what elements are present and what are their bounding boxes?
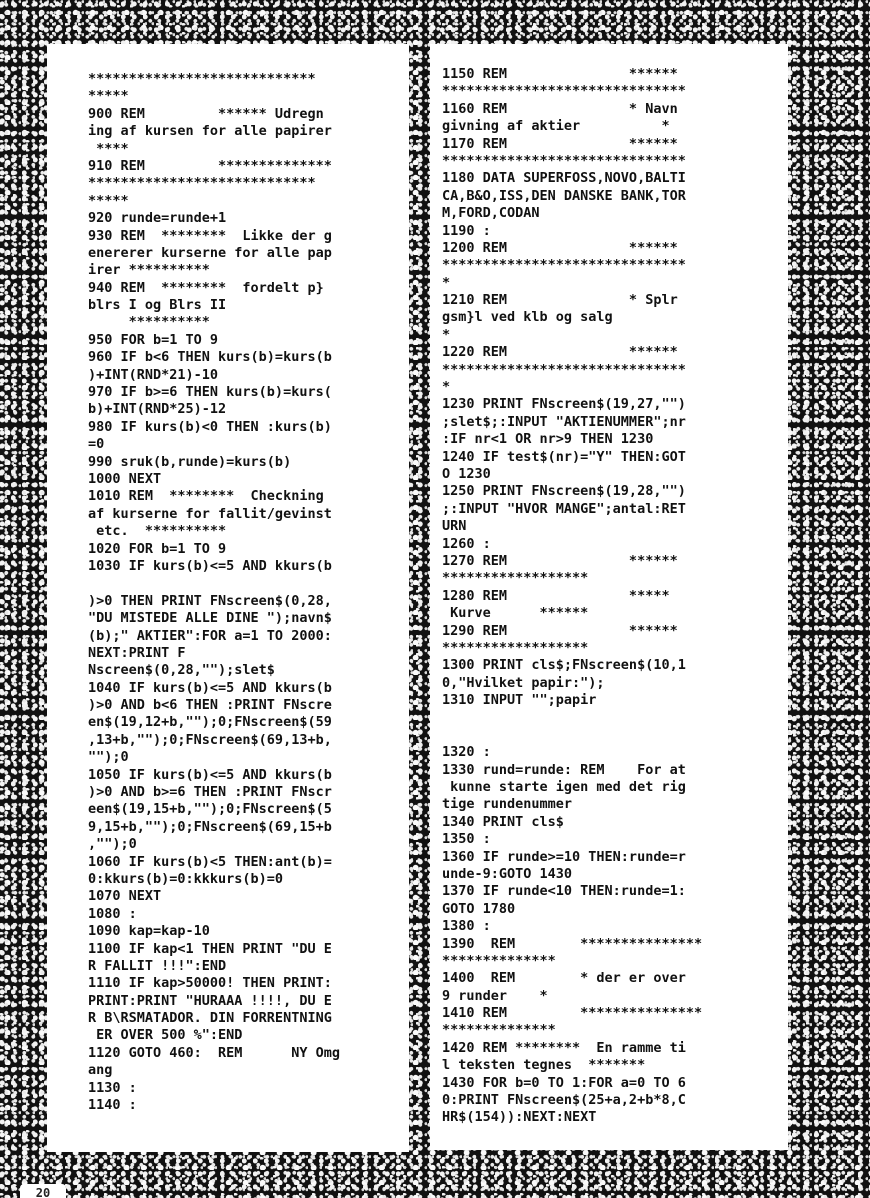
- code-line: ******************************: [442, 361, 686, 378]
- code-line: 950 FOR b=1 TO 9: [88, 331, 219, 348]
- page-number: 20: [20, 1184, 66, 1198]
- code-line: ******************: [442, 570, 589, 587]
- listing-column-right: [430, 44, 788, 1150]
- code-line: 920 runde=runde+1: [88, 210, 227, 227]
- code-line: 1360 IF runde>=10 THEN:runde=r: [442, 848, 686, 865]
- code-line: enererer kurserne for alle pap: [88, 244, 332, 261]
- code-line: ******************: [442, 639, 589, 656]
- code-line: ****************************: [88, 175, 316, 192]
- code-line: 910 REM **************: [88, 157, 332, 174]
- code-line: gsm}l ved klb og salg: [442, 309, 613, 326]
- code-line: 1160 REM * Navn: [442, 100, 678, 117]
- code-line: 1430 FOR b=0 TO 1:FOR a=0 TO 6: [442, 1074, 686, 1091]
- code-line: l teksten tegnes *******: [442, 1057, 646, 1074]
- code-line: een$(19,15+b,"");0;FNscreen$(5: [88, 801, 332, 818]
- code-line: 1050 IF kurs(b)<=5 AND kkurs(b: [88, 766, 332, 783]
- code-line: 1270 REM ******: [442, 552, 678, 569]
- code-line: givning af aktier *: [442, 118, 670, 135]
- code-line: 1030 IF kurs(b)<=5 AND kkurs(b: [88, 557, 332, 574]
- code-line: 1230 PRINT FNscreen$(19,27,""): [442, 396, 686, 413]
- code-line: 1220 REM ******: [442, 344, 678, 361]
- code-line: R B\RSMATADOR. DIN FORRENTNING: [88, 1010, 332, 1027]
- code-line: GOTO 1780: [442, 900, 516, 917]
- code-line: )>0 THEN PRINT FNscreen$(0,28,: [88, 592, 332, 609]
- code-line: ****************************: [88, 71, 316, 87]
- code-line: 0:kkurs(b)=0:kkkurs(b)=0: [88, 870, 284, 887]
- code-line: 1280 REM *****: [442, 587, 670, 604]
- code-listing-right: [442, 66, 788, 1127]
- code-line: *: [442, 326, 451, 343]
- code-line: )>0 AND b<6 THEN :PRINT FNscre: [88, 697, 332, 714]
- code-line: )>0 AND b>=6 THEN :PRINT FNscr: [88, 784, 332, 801]
- code-line: 9,15+b,"");0;FNscreen$(69,15+b: [88, 818, 332, 835]
- code-line: etc. **********: [88, 523, 227, 540]
- code-line: **************: [442, 1022, 556, 1039]
- code-line: 1180 DATA SUPERFOSS,NOVO,BALTI: [442, 170, 686, 187]
- code-line: =0: [88, 436, 105, 453]
- code-line: **********: [88, 314, 210, 331]
- code-line: 1110 IF kap>50000! THEN PRINT:: [88, 975, 332, 992]
- code-line: ;slet$;:INPUT "AKTIENUMMER";nr: [442, 413, 686, 430]
- code-line: 1410 REM ***************: [442, 1005, 703, 1022]
- code-line: 1350 :: [442, 831, 491, 848]
- code-line: en$(19,12+b,"");0;FNscreen$(59: [88, 714, 332, 731]
- code-line: 1020 FOR b=1 TO 9: [88, 540, 227, 557]
- code-line: 1120 GOTO 460: REM NY Omg: [88, 1044, 340, 1061]
- code-line: 1290 REM ******: [442, 622, 678, 639]
- code-line: tige rundenummer: [442, 796, 573, 813]
- code-line: (b);" AKTIER":FOR a=1 TO 2000:: [88, 627, 332, 644]
- code-line: 0:PRINT FNscreen$(25+a,2+b*8,C: [442, 1092, 686, 1109]
- code-line: ******************************: [442, 257, 686, 274]
- code-line: ER OVER 500 %":END: [88, 1027, 243, 1044]
- code-line: 1150 REM ******: [442, 66, 678, 82]
- code-line: 980 IF kurs(b)<0 THEN :kurs(b): [88, 418, 332, 435]
- code-line: 1080 :: [88, 905, 137, 922]
- code-line: 9 runder *: [442, 987, 548, 1004]
- code-line: 1170 REM ******: [442, 135, 678, 152]
- code-line: ing af kursen for alle papirer: [88, 123, 332, 140]
- code-line: 1300 PRINT cls$;FNscreen$(10,1: [442, 657, 686, 674]
- code-line: 1210 REM * Splr: [442, 292, 678, 309]
- code-line: O 1230: [442, 465, 491, 482]
- code-line: ;:INPUT "HVOR MANGE";antal:RET: [442, 500, 686, 517]
- code-line: 940 REM ******** fordelt p}: [88, 279, 324, 296]
- code-line: "");0: [88, 749, 129, 766]
- code-line: 1420 REM ******** En ramme ti: [442, 1039, 686, 1056]
- code-line: Nscreen$(0,28,"");slet$: [88, 662, 275, 679]
- code-line: irer **********: [88, 262, 210, 279]
- code-line: 0,"Hvilket papir:");: [442, 674, 605, 691]
- code-line: 1340 PRINT cls$: [442, 813, 564, 830]
- code-line: 1380 :: [442, 918, 491, 935]
- code-line: 1200 REM ******: [442, 239, 678, 256]
- code-line: PRINT:PRINT "HURAAA !!!!, DU E: [88, 992, 332, 1009]
- code-line: "DU MISTEDE ALLE DINE ");navn$: [88, 610, 332, 627]
- code-line: 990 sruk(b,runde)=kurs(b): [88, 453, 292, 470]
- code-line: [442, 709, 788, 726]
- code-line: :IF nr<1 OR nr>9 THEN 1230: [442, 431, 654, 448]
- code-line: 1060 IF kurs(b)<5 THEN:ant(b)=: [88, 853, 332, 870]
- code-line: ******************************: [442, 152, 686, 169]
- code-line: [88, 575, 409, 592]
- code-line: 1190 :: [442, 222, 491, 239]
- code-line: 1040 IF kurs(b)<=5 AND kkurs(b: [88, 679, 332, 696]
- code-line: [442, 727, 788, 744]
- code-line: kunne starte igen med det rig: [442, 779, 686, 796]
- code-line: 1130 :: [88, 1079, 137, 1096]
- code-line: 1240 IF test$(nr)="Y" THEN:GOT: [442, 448, 686, 465]
- code-line: 970 IF b>=6 THEN kurs(b)=kurs(: [88, 384, 332, 401]
- code-line: URN: [442, 518, 467, 535]
- code-line: ang: [88, 1062, 113, 1079]
- code-line: 1010 REM ******** Checkning: [88, 488, 324, 505]
- code-line: 1370 IF runde<10 THEN:runde=1:: [442, 883, 686, 900]
- code-line: 960 IF b<6 THEN kurs(b)=kurs(b: [88, 349, 332, 366]
- code-line: 1400 REM * der er over: [442, 970, 686, 987]
- code-line: NEXT:PRINT F: [88, 644, 186, 661]
- code-line: CA,B&O,ISS,DEN DANSKE BANK,TOR: [442, 187, 686, 204]
- code-line: unde-9:GOTO 1430: [442, 865, 573, 882]
- code-line: 1000 NEXT: [88, 470, 162, 487]
- code-line: 1260 :: [442, 535, 491, 552]
- code-line: 1070 NEXT: [88, 888, 162, 905]
- code-line: af kurserne for fallit/gevinst: [88, 505, 332, 522]
- code-line: *****: [88, 192, 129, 209]
- code-line: *: [442, 379, 451, 396]
- code-line: M,FORD,CODAN: [442, 205, 540, 222]
- code-line: ,13+b,"");0;FNscreen$(69,13+b,: [88, 731, 332, 748]
- code-line: Kurve ******: [442, 605, 589, 622]
- code-line: 1320 :: [442, 744, 491, 761]
- code-line: blrs I og Blrs II: [88, 297, 227, 314]
- code-line: 1090 kap=kap-10: [88, 923, 210, 940]
- code-line: )+INT(RND*21)-10: [88, 366, 219, 383]
- code-listing-left: [88, 71, 409, 1114]
- code-line: *****: [88, 88, 129, 105]
- code-line: 1250 PRINT FNscreen$(19,28,""): [442, 483, 686, 500]
- code-line: 900 REM ****** Udregn: [88, 105, 324, 122]
- listing-column-left: [47, 44, 409, 1152]
- code-line: R FALLIT !!!":END: [88, 957, 227, 974]
- code-line: b)+INT(RND*25)-12: [88, 401, 227, 418]
- code-line: ,"");0: [88, 836, 137, 853]
- code-line: HR$(154)):NEXT:NEXT: [442, 1109, 597, 1126]
- code-line: 930 REM ******** Likke der g: [88, 227, 332, 244]
- code-line: 1140 :: [88, 1097, 137, 1114]
- code-line: ******************************: [442, 83, 686, 100]
- code-line: 1390 REM ***************: [442, 935, 703, 952]
- code-line: 1310 INPUT "";papir: [442, 692, 597, 709]
- code-line: 1330 rund=runde: REM For at: [442, 761, 686, 778]
- code-line: **************: [442, 952, 556, 969]
- code-line: ****: [88, 140, 129, 157]
- code-line: 1100 IF kap<1 THEN PRINT "DU E: [88, 940, 332, 957]
- code-line: *: [442, 274, 451, 291]
